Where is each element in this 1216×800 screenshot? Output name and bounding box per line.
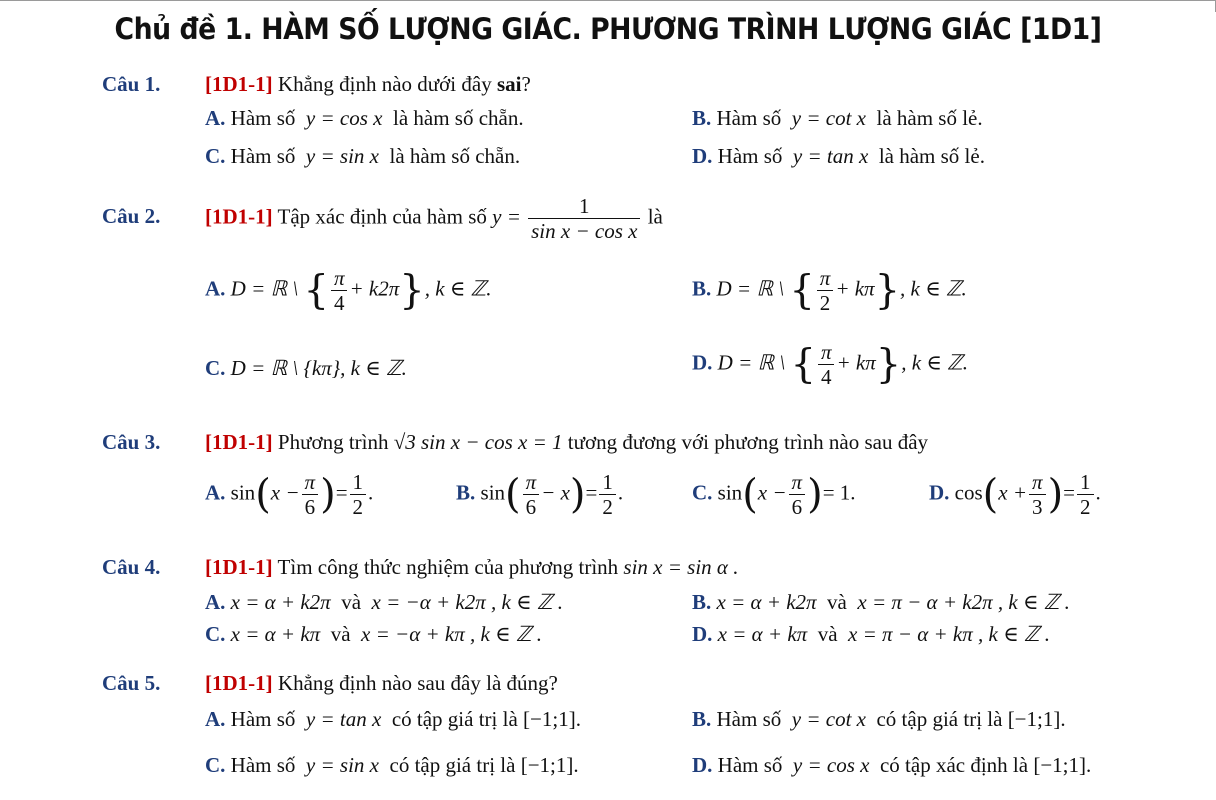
question-text-end: tương đương với phương trình nào sau đây <box>567 430 929 454</box>
option-1c[interactable] <box>205 144 520 169</box>
question-label: Câu 5. <box>102 671 161 695</box>
option-2c[interactable] <box>205 356 407 381</box>
option-1b[interactable] <box>692 106 983 131</box>
option-letter: D. <box>929 480 950 505</box>
question-text: Phương trình <box>277 430 389 454</box>
option-math: y = cos x <box>305 106 383 130</box>
option-3d[interactable]: D. cos(x + $\frac{\pi}{3}$ )= $\frac{1}{2}$ . <box>929 470 1101 519</box>
question-text-bold: sai <box>496 72 522 96</box>
question-tag: [1D1-1] <box>205 671 273 695</box>
option-math: y = cot x <box>791 106 866 130</box>
option-letter: C. <box>205 356 226 380</box>
option-5a[interactable]: A. Hàm số y = tan x có tập giá trị là [−1;1]. <box>205 707 581 731</box>
option-text: là hàm số lẻ. <box>878 144 985 168</box>
option-5b[interactable]: B. Hàm số y = cot x có tập giá trị là [−1;1]. <box>692 707 1066 731</box>
question-text: Tìm công thức nghiệm của phương trình <box>277 555 619 579</box>
option-letter: B. <box>456 480 476 505</box>
option-math: y = tan x <box>792 144 869 168</box>
option-text: Hàm số <box>716 106 782 130</box>
question-1 <box>102 72 531 97</box>
option-math: D = ℝ \ {kπ}, k ∈ ℤ. <box>230 356 407 380</box>
question-label: Câu 3. <box>102 430 161 454</box>
option-4a[interactable]: A. x = α + k2π và x = −α + k2π , k ∈ ℤ . <box>205 590 563 614</box>
question-tag: [1D1-1] <box>205 430 273 454</box>
option-letter: D. <box>692 144 713 168</box>
option-letter: A. <box>205 106 226 130</box>
option-letter: A. <box>205 590 226 614</box>
page-title: Chủ đề 1. HÀM SỐ LƯỢNG GIÁC. PHƯƠNG TRÌNH LƯỢNG GIÁC [1D1] <box>114 12 1102 46</box>
question-math: √3 sin x − cos x = 1 <box>393 430 563 454</box>
option-text: Hàm số <box>230 144 296 168</box>
option-letter: B. <box>692 707 712 731</box>
option-2b[interactable]: B. D = ℝ \ { $\frac{\pi}{2}$ + kπ}, k ∈ ℤ. <box>692 266 967 315</box>
option-letter: B. <box>692 276 712 301</box>
option-3b[interactable]: B. sin( $\frac{\pi}{6}$ − x)= $\frac{1}{2}$ . <box>456 470 624 519</box>
question-text-end: ? <box>521 72 531 96</box>
option-text: là hàm số chẵn. <box>389 144 521 168</box>
option-letter: B. <box>692 590 712 614</box>
option-letter: D. <box>692 622 713 646</box>
option-math: y = sin x <box>305 144 379 168</box>
question-label: Câu 2. <box>102 204 161 229</box>
option-5d[interactable]: D. Hàm số y = cos x có tập xác định là [−1;1]. <box>692 753 1092 777</box>
question-text: Khẳng định nào dưới đây <box>277 72 497 96</box>
option-letter: C. <box>205 144 226 168</box>
option-4d[interactable]: D. x = α + kπ và x = π − α + kπ , k ∈ ℤ . <box>692 622 1051 646</box>
question-tag: [1D1-1] <box>205 72 273 96</box>
option-text: Hàm số <box>230 106 296 130</box>
option-letter: A. <box>205 480 226 505</box>
question-3 <box>102 430 928 455</box>
question-tag: [1D1-1] <box>205 555 273 579</box>
option-2d[interactable]: D. D = ℝ \ { $\frac{\pi}{4}$ + kπ}, k ∈ ℤ. <box>692 340 968 389</box>
question-tag: [1D1-1] <box>205 204 273 229</box>
option-letter: C. <box>692 480 713 505</box>
option-text: là hàm số chẵn. <box>392 106 524 130</box>
question-text-end: là <box>647 204 663 229</box>
option-math: D = ℝ \ <box>716 276 785 301</box>
option-1a[interactable] <box>205 106 524 131</box>
option-letter: D. <box>692 753 713 777</box>
question-math: sin x = sin α . <box>623 555 739 579</box>
option-4c[interactable]: C. x = α + kπ và x = −α + kπ , k ∈ ℤ . <box>205 622 542 646</box>
option-math: D = ℝ \ <box>230 276 299 301</box>
option-letter: D. <box>692 350 713 375</box>
question-label: Câu 1. <box>102 72 161 96</box>
option-1d[interactable] <box>692 144 985 169</box>
question-text: Khẳng định nào sau đây là đúng? <box>277 671 558 695</box>
option-letter: A. <box>205 707 226 731</box>
option-text: là hàm số lẻ. <box>876 106 983 130</box>
option-2a[interactable]: A. D = ℝ \ { $\frac{\pi}{4}$ + k2π}, k ∈ ℤ. <box>205 266 492 315</box>
option-letter: B. <box>692 106 712 130</box>
question-4 <box>102 555 738 580</box>
question-text: Tập xác định của hàm số <box>277 204 487 229</box>
question-2: Câu 2. [1D1-1] Tập xác định của hàm số y = $\frac{1}{\text{sin x − cos x}}$ là <box>102 194 663 243</box>
fraction: $\frac{1}{\text{sin x − cos x}}$ <box>528 194 640 243</box>
option-5c[interactable]: C. Hàm số y = sin x có tập giá trị là [−1;1]. <box>205 753 579 777</box>
option-3a[interactable]: A. sin(x − $\frac{\pi}{6}$ )= $\frac{1}{2}$ . <box>205 470 374 519</box>
option-text: Hàm số <box>717 144 783 168</box>
question-label: Câu 4. <box>102 555 161 579</box>
option-letter: C. <box>205 622 226 646</box>
option-math: D = ℝ \ <box>717 350 786 375</box>
page-top-border <box>0 0 1216 1</box>
option-3c[interactable]: C. sin(x − $\frac{\pi}{6}$ )= 1. <box>692 470 856 519</box>
question-5 <box>102 671 558 696</box>
option-letter: C. <box>205 753 226 777</box>
option-letter: A. <box>205 276 226 301</box>
option-4b[interactable]: B. x = α + k2π và x = π − α + k2π , k ∈ ℤ . <box>692 590 1070 614</box>
